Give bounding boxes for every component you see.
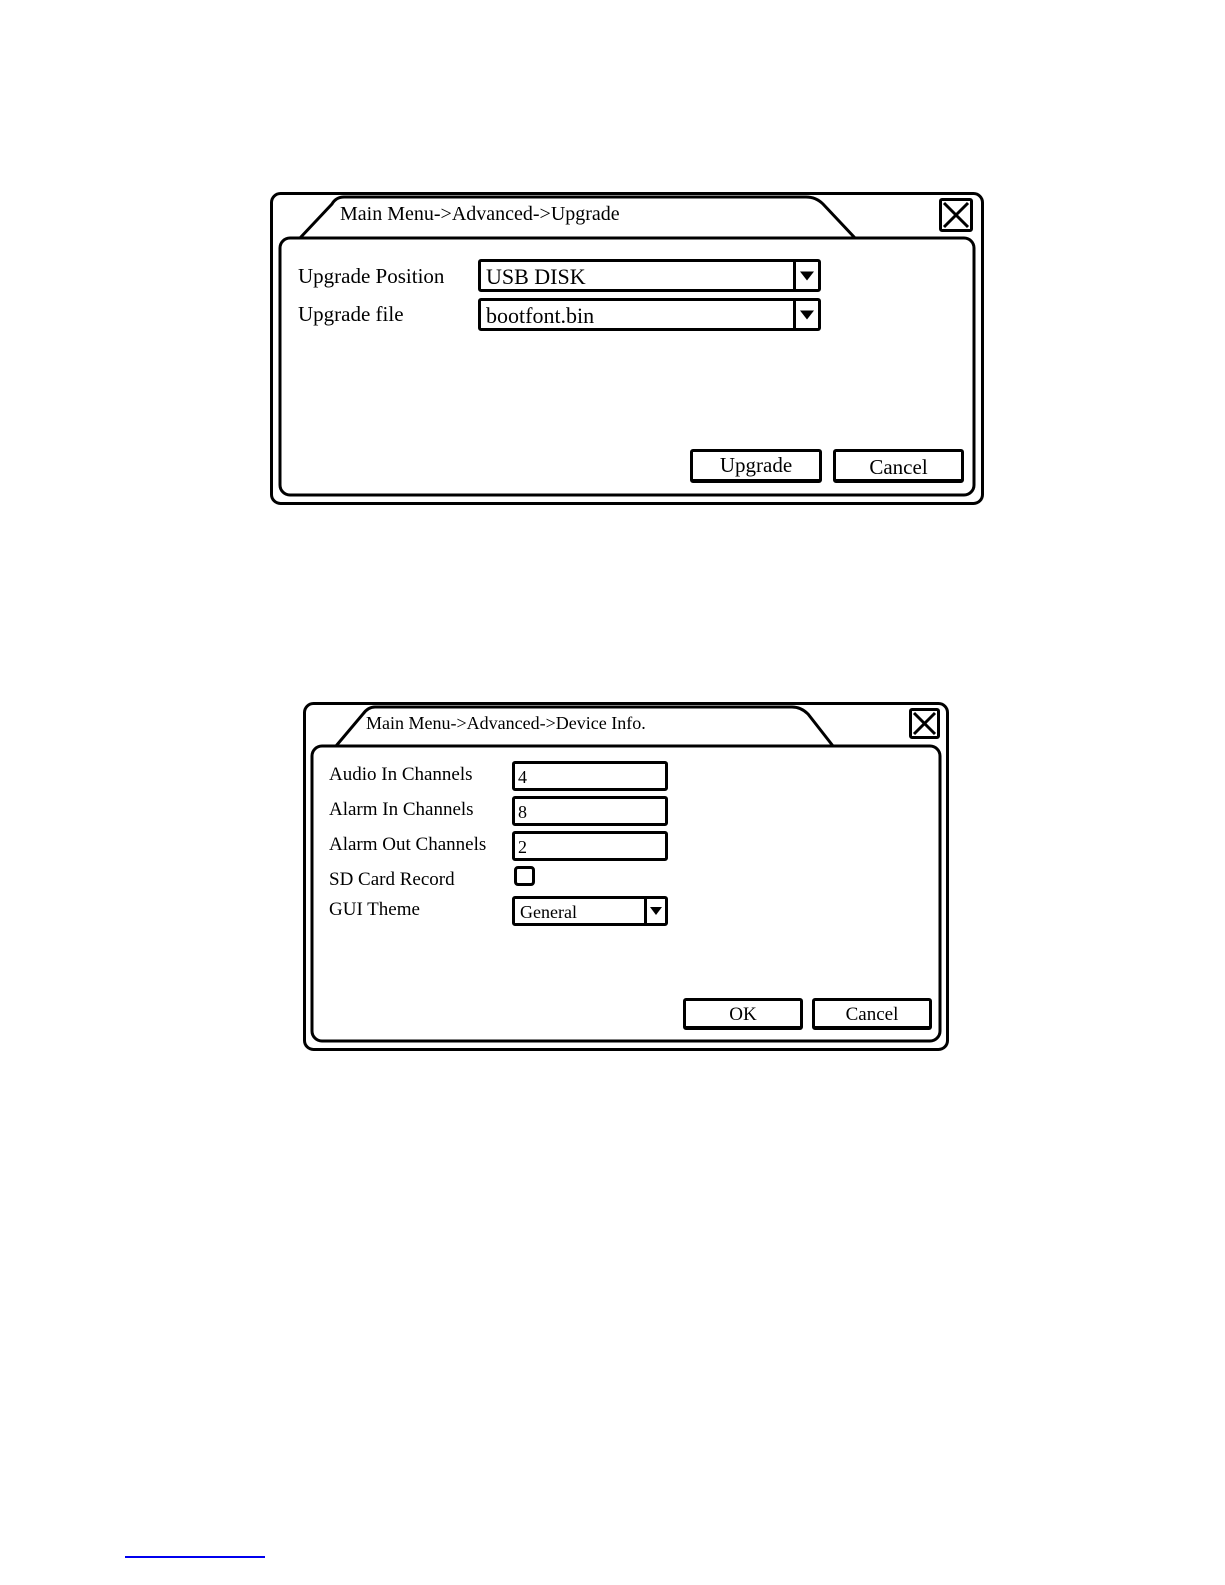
upgrade-file-value: bootfont.bin bbox=[486, 303, 595, 328]
dropdown-button[interactable] bbox=[644, 899, 665, 923]
upgrade-file-select[interactable] bbox=[478, 298, 821, 331]
chevron-down-icon bbox=[800, 271, 814, 280]
dropdown-button[interactable] bbox=[793, 301, 818, 328]
gui-theme-value: General bbox=[520, 902, 577, 922]
close-x-icon bbox=[942, 201, 970, 229]
breadcrumb: Main Menu->Advanced->Upgrade bbox=[340, 203, 620, 225]
dropdown-button[interactable] bbox=[793, 262, 818, 289]
gui-theme-select[interactable] bbox=[512, 896, 668, 926]
audio-in-channels-value: 4 bbox=[518, 767, 527, 787]
device-info-dialog bbox=[303, 702, 949, 1051]
close-x-icon bbox=[912, 711, 937, 736]
chevron-down-icon bbox=[800, 310, 814, 319]
audio-in-channels-field[interactable] bbox=[512, 761, 668, 791]
upgrade-position-value: USB DISK bbox=[486, 264, 586, 289]
alarm-in-channels-label: Alarm In Channels bbox=[329, 799, 474, 820]
cancel-button[interactable]: Cancel bbox=[833, 449, 964, 483]
close-button[interactable] bbox=[909, 708, 940, 739]
sd-card-record-checkbox[interactable] bbox=[514, 866, 535, 886]
alarm-in-channels-field[interactable] bbox=[512, 796, 668, 826]
upgrade-dialog bbox=[270, 192, 984, 505]
sd-card-record-label: SD Card Record bbox=[329, 869, 455, 890]
upgrade-button[interactable]: Upgrade bbox=[690, 449, 822, 483]
cancel-button[interactable]: Cancel bbox=[812, 998, 932, 1030]
chevron-down-icon bbox=[650, 907, 662, 915]
alarm-out-channels-value: 2 bbox=[518, 837, 527, 857]
audio-in-channels-label: Audio In Channels bbox=[329, 764, 473, 785]
footer-link-underline bbox=[125, 1556, 265, 1558]
ok-button[interactable]: OK bbox=[683, 998, 803, 1030]
gui-theme-label: GUI Theme bbox=[329, 899, 420, 920]
alarm-out-channels-label: Alarm Out Channels bbox=[329, 834, 487, 855]
alarm-out-channels-field[interactable] bbox=[512, 831, 668, 861]
alarm-in-channels-value: 8 bbox=[518, 802, 527, 822]
upgrade-file-label: Upgrade file bbox=[298, 302, 404, 326]
upgrade-position-select[interactable] bbox=[478, 259, 821, 292]
breadcrumb: Main Menu->Advanced->Device Info. bbox=[366, 713, 646, 733]
close-button[interactable] bbox=[939, 198, 973, 232]
upgrade-position-label: Upgrade Position bbox=[298, 264, 445, 288]
